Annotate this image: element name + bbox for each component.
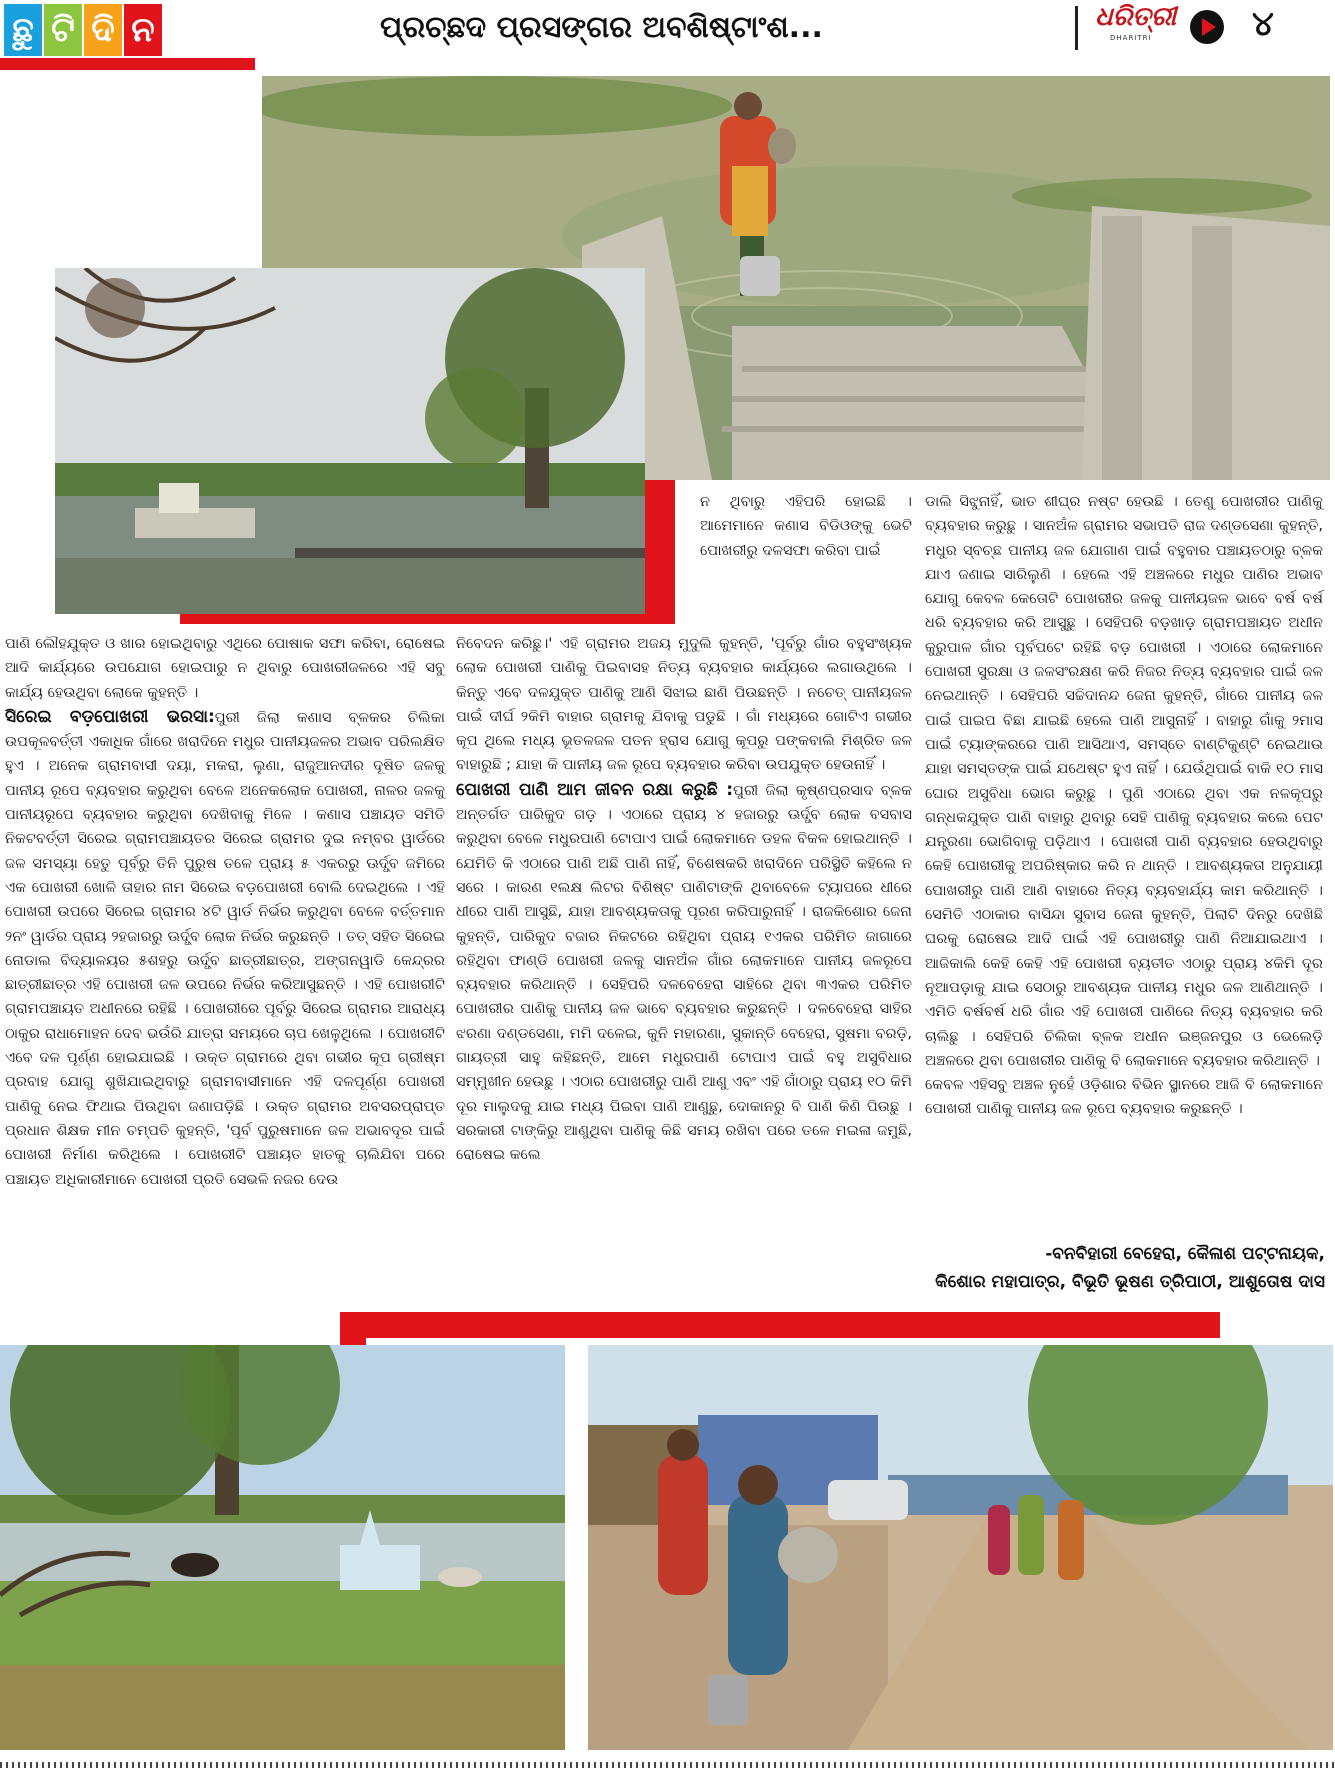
paragraph: ପାଣି ଲୌହଯୁକ୍ତ ଓ ଖାର ହୋଇଥିବାରୁ ଏଥିରେ ପୋଷାକ ସଫା କରିବା, ରୋଷେଇ ଆଦି କାର୍ଯ୍ୟରେ ଉପଯୋଗ ହୋଇପାରୁ ନ ଥିବାରୁ ପୋଖରୀଜଳରେ ଏହି ସବୁ କାର୍ଯ୍ୟ ହେଉଥିବା ଲୋକେ କୁହନ୍ତି । bbox=[5, 635, 445, 701]
paragraph: ପୁରୀ ଜିଲା କଣାସ ବ୍ଳକର ଚିଲିକା ଉପକୂଳବର୍ତ୍ତୀ ଏକାଧିକ ଗାଁରେ ଖରାଦିନେ ମଧୁର ପାନୀୟଜଳର ଅଭାବ ପରିଲକ୍ଷିତ ହୁଏ । ଅନେକ ଗ୍ରାମବାସୀ ଦୟା, ମକରା, ଲୁଣା, ରାଜୁଆନଦୀର ଦୂଷିତ ଜଳକୁ ପାନୀୟ ରୂପେ ବ୍ୟବହାର କରୁଥିବା ବେଳେ ଅନେକଲୋକ ପୋଖରୀ, ନାଳର ଜଳକୁ ପାନୀୟରୂପେ ବ୍ୟବହାର କରୁଥିବା ଦେଖିବାକୁ ମିଳେ । କଣାସ ପଞ୍ଚାୟତ ସମିତି ନିକଟବର୍ତ୍ତୀ ସିରେଇ ଗ୍ରାମପଞ୍ଚାୟତର ସିରେଇ ଗ୍ରାମର ଦୁଇ ନମ୍ବର ୱାର୍ଡରେ ଜଳ ସମସ୍ୟା ହେତୁ ପୂର୍ବରୁ ତିନି ପୁରୁଷ ତଳେ ପ୍ରାୟ ୫ ଏକରରୁ ଊର୍ଦ୍ଧ୍ବ ଜମିରେ ଏକ ପୋଖରୀ ଖୋଳି ତାହାର ନାମ ସିରେଇ ବଡ଼ପୋଖରୀ ବୋଲି ଦେଇଥିଲେ । ଏହି ପୋଖରୀ ଉପରେ ସିରେଇ ଗ୍ରାମର ୪ଟି ୱାର୍ଡ ନିର୍ଭର କରୁଥିବା ବେଳେ ବର୍ତ୍ତମାନ ୨ନଂ ୱାର୍ଡର ପ୍ରାୟ ୨ହଜାରରୁ ଊର୍ଦ୍ଧ୍ବ ଲୋକ ନିର୍ଭର କରୁଛନ୍ତି । ତତ୍ ସହିତ ସିରେଇ ନୋଡାଲ ବିଦ୍ୟାଳୟର ୫ଶହରୁ ଊର୍ଦ୍ଧ୍ବ ଛାତ୍ରୀଛାତ୍ର, ଅଙ୍ଗନୱାଡି କେନ୍ଦ୍ରର ଛାତ୍ରୀଛାତ୍ର ଏହି ପୋଖରୀ ଜଳ ଉପରେ ନିର୍ଭର କରିଆସୁଛନ୍ତି । ଏହି ପୋଖରୀଟି ଗ୍ରାମପଞ୍ଚାୟତ ଅଧୀନରେ ରହିଛି । ପୋଖରୀରେ ପୂର୍ବରୁ ସିରେଇ ଗ୍ରାମର ଆରାଧ୍ୟ ଠାକୁର ରାଧାମୋହନ ଦେବ ଭଉଁରି ଯାତ୍ରା ସମୟରେ ଚାପ ଖେଳୁଥିଲେ । ପୋଖରୀଟି ଏବେ ଦଳ ପୂର୍ଣ୍ଣ ହୋଇଯାଇଛି । ଉକ୍ତ ଗ୍ରାମରେ ଥିବା ଗଭୀର କୂପ ଗ୍ରୀଷ୍ମ ପ୍ରବାହ ଯୋଗୁ ଶୁଖିଯାଇଥିବାରୁ ଗ୍ରାମବାସୀମାନେ ଏହି ଦଳପୂର୍ଣ୍ଣ ପୋଖରୀ ପାଣିକୁ ନେଇ ଫିଥାଇ ପିଉଥିବା ଜଣାପଡ଼ିଛି । ଉକ୍ତ ଗ୍ରାମର ଅବସରପ୍ରାପ୍ତ ପ୍ରଧାନ ଶିକ୍ଷକ ମୀନ ଚମ୍ପତି କୁହନ୍ତି, 'ପୂର୍ବ ପୁରୁଷମାନେ ଜଳ ଅଭାବଦୂର ପାଇଁ ପୋଖରୀ ନିର୍ମାଣ କରିଥିଲେ । ପୋଖରୀଟି ପଞ୍ଚାୟତ ହାତକୁ ଚାଲିଯିବା ପରେ ପଞ୍ଚାୟତ ଅଧିକାରୀମାନେ ପୋଖରୀ ପ୍ରତି ସେଭଳି ନଜର ଦେଉ bbox=[5, 708, 445, 1188]
section-letter-1: ଛୁ bbox=[4, 4, 42, 56]
section-letter-4: ନ bbox=[124, 4, 162, 56]
photo-pond-with-tree bbox=[55, 268, 645, 614]
section-letter-3: ଦି bbox=[84, 4, 122, 56]
section-letter-2: ଟି bbox=[44, 4, 82, 56]
article-column-right bbox=[925, 490, 1323, 1122]
byline-line-1: -ବନବିହାରୀ ବେହେରା, କୈଳାଶ ପଟ୍ଟନାୟକ, bbox=[1045, 1244, 1325, 1264]
paragraph: କେବଳ ଏହିସବୁ ଅଞ୍ଚଳ ନୁହେଁ ଓଡ଼ିଶାର ବିଭିନ ସ୍ଥାନରେ ଆଜି ବି ଲୋକମାନେ ପୋଖରୀ ପାଣିକୁ ପାନୀୟ ଜଳ ରୂପେ ବ୍ୟବହାର କରୁଛନ୍ତି । bbox=[925, 1076, 1323, 1118]
byline-line-2: କିଶୋର ମହାପାତ୍ର, ବିଭୂତି ଭୂଷଣ ତ୍ରିପାଠୀ, ଆଶୁତୋଷ ଦାସ bbox=[935, 1272, 1325, 1292]
page-number: ୪ bbox=[1252, 4, 1274, 44]
paragraph: ନିବେଦନ କରିଛୁ।' ଏହି ଗ୍ରାମର ଅଜୟ ମୁଦୁଲି କୁହନ୍ତି, 'ପୂର୍ବରୁ ଗାଁର ବହୁସଂଖ୍ୟକ ଲୋକ ପୋଖରୀ ପାଣିକୁ ପିଇବାସହ ନିତ୍ୟ ବ୍ୟବହାର କାର୍ଯ୍ୟରେ ଲଗାଉଥିଲେ । କିନ୍ତୁ ଏବେ ଦଳଯୁକ୍ତ ପାଣିକୁ ଆଣି ସିଝାଇ ଛାଣି ପିଉଛନ୍ତି । ନଚେତ୍ ପାନୀୟଜଳ ପାଇଁ ଦୀର୍ଘ ୨କିମି ବାହାର ଗ୍ରାମକୁ ଯିବାକୁ ପଡୁଛି । ଗାଁ ମଧ୍ୟରେ ଗୋଟିଏ ଗଭୀର କୂପ ଥିଲେ ମଧ୍ୟ ଭୂତଳଜଳ ପତନ ହ୍ରାସ ଯୋଗୁ କୂପରୁ ପଙ୍କବାଲି ମିଶ୍ରିତ ଜଳ ବାହାରୁଛି ; ଯାହା କି ପାନୀୟ ଜଳ ରୂପେ ବ୍ୟବହାର କରିବା ଉପଯୁକ୍ତ ହେଉନାହିଁ । bbox=[456, 635, 912, 774]
brand-logo-latin: DHARITRI bbox=[1110, 34, 1152, 42]
photo-pond-with-cattle bbox=[0, 1345, 565, 1750]
red-accent-vertical bbox=[645, 480, 675, 620]
article-column-mid-top bbox=[700, 490, 912, 563]
paragraph: ନ ଥିବାରୁ ଏହିପରି ହୋଇଛି । ଆମେମାନେ କଣାସ ବିଡିଓଙ୍କୁ ଭେଟି ପୋଖରୀରୁ ଦଳସଫା କରିବା ପାଇଁ bbox=[700, 493, 912, 559]
brand-logo: ଧରିତ୍ରୀ bbox=[1095, 2, 1177, 32]
masthead-red-bar bbox=[0, 58, 255, 70]
subheading: ସିରେଇ ବଡ଼ପୋଖରୀ ଭରସା: bbox=[5, 706, 215, 727]
footer-rule bbox=[0, 1762, 1335, 1768]
paragraph: ଡାଲି ସିଝୁନାହିଁ, ଭାତ ଶୀଘ୍ର ନଷ୍ଟ ହେଉଛି । ତେଣୁ ପୋଖରୀର ପାଣିକୁ ବ୍ୟବହାର କରୁଛୁ । ସାନଅଁଳ ଗ୍ରାମର ସଭାପତି ରାଜ ଦଣ୍ଡସେଣା କୁହନ୍ତି, ମଧୁର ସ୍ବଚ୍ଛ ପାନୀୟ ଜଳ ଯୋଗାଣ ପାଇଁ ବହୁବାର ପଞ୍ଚାୟତଠାରୁ ବ୍ଳକ ଯାଏ ଜଣାଇ ସାରିଲୁଣି । ହେଲେ ଏହି ଅଞ୍ଚଳରେ ମଧୁର ପାଣିର ଅଭାବ ଯୋଗୁ କେବଳ କେତୋଟି ପୋଖରୀର ଜଳକୁ ପାନୀୟଜଳ ଭାବେ ବର୍ଷ ବର୍ଷ ଧରି ବ୍ୟବହାର କରି ଆସୁଛୁ । ସେହିପରି ବଡ଼ଖାଡ଼ ଗ୍ରାମପଞ୍ଚାୟତ ଅଧୀନ କୁରୁପାଳ ଗାଁର ପୂର୍ବପଟେ ରହିଛି ବଡ଼ ପୋଖରୀ । ଏଠାରେ ଲୋକମାନେ ପୋଖରୀ ସୁରକ୍ଷା ଓ ଜଳସଂରକ୍ଷଣ କରି ନିଜର ନିତ୍ୟ ବ୍ୟବହାର ପାଇଁ ଜଳ ନେଇଥାନ୍ତି । ସେହିପରି ସଚ୍ଚିଦାନନ୍ଦ ଜେନା କୁହନ୍ତି, ଗାଁରେ ପାନୀୟ ଜଳ ପାଇଁ ପାଇପ ବିଛା ଯାଇଛି ହେଲେ ପାଣି ଆସୁନାହିଁ । ବାହାରୁ ଗାଁକୁ ୨ମାସ ପାଇଁ ଟ୍ୟାଙ୍କରରେ ପାଣି ଆସିଥାଏ, ସମସ୍ତେ ବାଣ୍ଟିକୁଣ୍ଟି ନେଇଥାଉ ଯାହା ସମସ୍ତଙ୍କ ପାଇଁ ଯଥେଷ୍ଟ ହୁଏ ନାହିଁ । ଯେଉଁଥିପାଇଁ ବାକି ୧୦ ମାସ ଘୋର ଅସୁବିଧା ଭୋଗ କରୁଛୁ । ପୁଣି ଏଠାରେ ଥିବା ଏକ ନଳକୂପରୁ ଗନ୍ଧକଯୁକ୍ତ ପାଣି ବାହାରୁ ଥିବାରୁ ସେହି ପାଣିକୁ ବ୍ୟବହାର କଲେ ପେଟ ଯନ୍ତ୍ରଣା ଭୋଗିବାକୁ ପଡ଼ିଥାଏ । ପୋଖରୀ ପାଣି ବ୍ୟବହାର ହେଉଥିବାରୁ କେହି ପୋଖରୀକୁ ଅପରିଷ୍କାର କରି ନ ଥାନ୍ତି । ଆବଶ୍ୟକତା ଅନୁଯାୟୀ ପୋଖରୀରୁ ପାଣି ଆଣି ବାହାରେ ନିତ୍ୟ ବ୍ୟବହାର୍ଯ୍ୟ କାମ କରିଥାନ୍ତି । ସେମିତି ଏଠାକାର ବାସିନ୍ଦା ସୁବାସ ଜେନା କୁହନ୍ତି, ପିଲାଟି ଦିନରୁ ଦେଖିଛି ଘରକୁ ରୋଷେଇ ଆଦି ପାଇଁ ଏହି ପୋଖରୀରୁ ପାଣି ନିଆଯାଇଥାଏ । ଆଜିକାଲି କେହି କେହି ଏହି ପୋଖରୀ ବ୍ୟତୀତ ଏଠାରୁ ପ୍ରାୟ ୪କିମି ଦୂର ନୂଆପଡ଼ାକୁ ଯାଇ ସେଠାରୁ ଆବଶ୍ୟକ ପାନୀୟ ମଧୁର ଜଳ ଆଣିଥାନ୍ତି । ଏମିତି ବର୍ଷବର୍ଷ ଧରି ଗାଁର ଏହି ପୋଖରୀ ପାଣିରେ ନିତ୍ୟ ବ୍ୟବହାର କରି ଚାଲିଛୁ । ସେହିପରି ଚିଲିକା ବ୍ଳକ ଅଧୀନ ଇଞ୍ଜନପୁର ଓ ଭେଲେଡ଼ି ଅଞ୍ଚଳରେ ଥିବା ପୋଖରୀର ପାଣିକୁ ବି ଲୋକମାନେ ବ୍ୟବହାର କରିଥାନ୍ତି । bbox=[925, 493, 1323, 1069]
article-column-left bbox=[5, 632, 445, 1192]
subheading: ପୋଖରୀ ପାଣି ଆମ ଜୀବନ ରକ୍ଷା କରୁଛି : bbox=[456, 779, 734, 800]
page-headline: ପ୍ରଚ୍ଛଦ ପ୍ରସଙ୍ଗର ଅବଶିଷ୍ଟାଂଶ... bbox=[380, 10, 823, 45]
article-column-middle bbox=[456, 632, 912, 1168]
red-accent-horizontal-bottom bbox=[340, 1312, 1220, 1338]
masthead-divider bbox=[1075, 6, 1078, 50]
photo-women-carrying-water bbox=[588, 1345, 1333, 1750]
play-icon bbox=[1190, 10, 1224, 44]
paragraph: ପୁରୀ ଜିଲା କୃଷ୍ଣପ୍ରସାଦ ବ୍ଳକ ଅନ୍ତର୍ଗତ ପାରିକୁଦ ଗଡ଼ । ଏଠାରେ ପ୍ରାୟ ୪ ହଜାରରୁ ଊର୍ଦ୍ଧ୍ବ ଲୋକ ବସବାସ କରୁଥିବା ବେଳେ ମଧୁରପାଣି ଟୋପାଏ ପାଇଁ ଲୋକମାନେ ଡହଳ ବିକଳ ହୋଇଥାନ୍ତି । ଯେମିତି କି ଏଠାରେ ପାଣି ଅଛି ପାଣି ନାହିଁ, ବିଶେଷକରି ଖରାଦିନେ ପରିସ୍ଥିତି କହିଲେ ନ ସରେ । କାରଣ ୧ଲକ୍ଷ ଲିଟର ବିଶିଷ୍ଟ ପାଣିଟାଙ୍କି ଥିବାବେଳେ ଟ୍ୟାପରେ ଧୀରେ ଧୀରେ ପାଣି ଆସୁଛି, ଯାହା ଆବଶ୍ୟକତାକୁ ପୂରଣ କରିପାରୁନାହିଁ । ରାଜକିଶୋର ଜେନା କୁହନ୍ତି, ପାରିକୁଦ ବଜାର ନିକଟରେ ରହିଥିବା ପ୍ରାୟ ୧ଏକର ପରିମିତ ଜାଗାରେ ରହିଥିବା ଫାଣ୍ଡି ପୋଖରୀ ଜଳକୁ ସାନଅଁଳ ଗାଁର ଲୋକମାନେ ପାନୀୟ ଜଳରୂପେ ବ୍ୟବହାର କରିଥାନ୍ତି । ସେହିପରି ଦଳବେହେରା ସାହିରେ ଥିବା ୩ଏକର ପରିମିତ ପୋଖରୀର ପାଣିକୁ ପାନୀୟ ଜଳ ଭାବେ ବ୍ୟବହାର କରୁଛନ୍ତି । ଦଳବେହେରା ସାହିର ଝରଣା ଦଣ୍ଡସେଣା, ମମି ଦଳେଇ, କୁନି ମହାରଣା, ସୁକାନ୍ତି ବେହେରା, ସୁଷମା ବରଡ଼ି, ଗାୟତ୍ରୀ ସାହୁ କହିଛନ୍ତି, ଆମେ ମଧୁରପାଣି ଟୋପାଏ ପାଇଁ ବହୁ ଅସୁବିଧାର ସମ୍ମୁଖୀନ ହେଉଛୁ । ଏଠାର ପୋଖରୀରୁ ପାଣି ଆଣୁ ଏବଂ ଏହି ଗାଁଠାରୁ ପ୍ରାୟ ୧୦ କିମି ଦୂର ମାଲୁଦକୁ ଯାଇ ମଧ୍ୟ ପିଇବା ପାଣି ଆଣୁଛୁ, ଦୋକାନରୁ ବି ପାଣି କିଣି ପିଉଛୁ । ସରକାରୀ ଟାଙ୍କିରୁ ଆଣୁଥିବା ପାଣିକୁ କିଛି ସମୟ ରଖିବା ପରେ ତଳେ ମଇଳା ଜମୁଛି, ରୋଷେଇ କଲେ bbox=[456, 781, 912, 1164]
byline bbox=[925, 1240, 1325, 1296]
